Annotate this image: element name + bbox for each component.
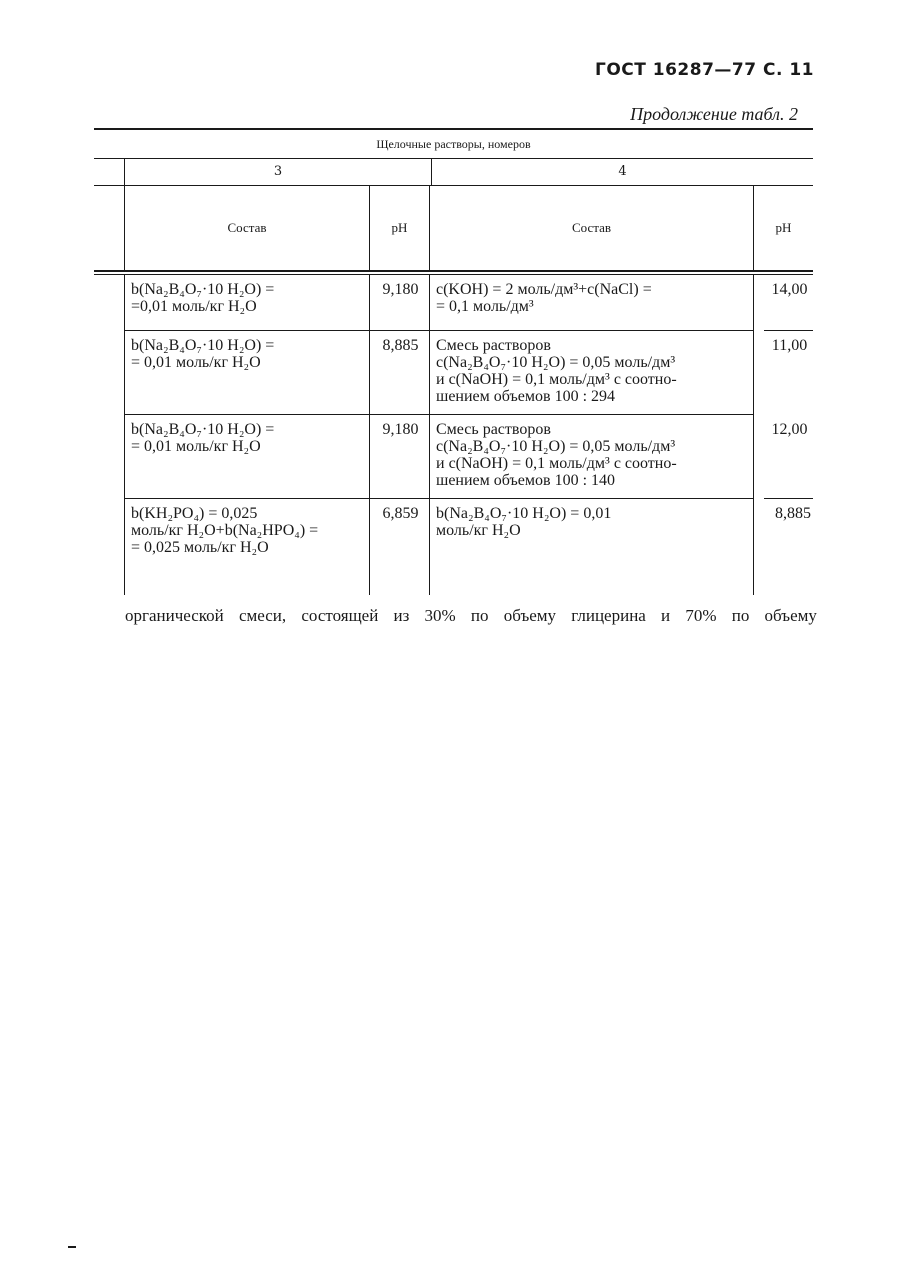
header-sostav-4: Состав [430, 186, 754, 270]
cell-line: c(Na₂B₄O₇·10 H₂O) = 0,05 моль/дм³ [436, 354, 676, 371]
table-caption: Продолжение табл. 2 [630, 104, 798, 124]
cell-line: c(Na₂B₄O₇·10 H₂O) = 0,05 моль/дм³ [436, 438, 676, 455]
column-number-3: 3 [124, 159, 432, 185]
cell-ph-3: 8,885 [370, 331, 430, 415]
body-text-word: по [731, 606, 750, 625]
cell-line: b(Na₂B₄O₇·10 H₂O) = [131, 337, 275, 354]
cell-line: моль/кг H₂O+b(Na₂HPO₄) = [131, 522, 319, 539]
body-text-word: по [470, 606, 489, 625]
cell-sostav-4 [430, 275, 754, 331]
table-row [94, 331, 813, 415]
body-text-word: объему [503, 606, 557, 625]
cell-line: и c(NaOH) = 0,1 моль/дм³ с соотно- [436, 371, 677, 388]
cell-line: b(Na₂B₄O₇·10 H₂O) = 0,01 [436, 505, 612, 522]
body-text-word: 30% [424, 606, 456, 625]
table-row [94, 275, 813, 331]
cell-line: Смесь растворов [436, 421, 551, 438]
cell-ph-4: 11,00 [771, 337, 808, 354]
cell-line: шением объемов 100 : 140 [436, 472, 616, 489]
cell-line: = 0,01 моль/кг H₂O [131, 354, 261, 371]
body-text-word: смеси, [238, 606, 287, 625]
body-text-word: и [661, 606, 671, 625]
cell-line: Смесь растворов [436, 337, 551, 354]
page-edge-mark [68, 1246, 76, 1248]
table-group-title: Щелочные растворы, номеров [376, 137, 531, 151]
column-number-row [94, 159, 813, 185]
header-ph-3: pH [370, 186, 430, 270]
cell-line: = 0,025 моль/кг H₂O [131, 539, 269, 556]
cell-ph-3: 6,859 [370, 499, 430, 595]
cell-sostav-3 [124, 415, 370, 499]
cell-line: = 0,01 моль/кг H₂O [131, 438, 261, 455]
body-text-word: состоящей [301, 606, 379, 625]
cell-line: и c(NaOH) = 0,1 моль/дм³ с соотно- [436, 455, 677, 472]
cell-line: b(KH₂PO₄) = 0,025 [131, 505, 258, 522]
cell-sostav-4 [430, 415, 754, 499]
header-ph-4: pH [775, 220, 792, 235]
body-text-line [125, 606, 817, 626]
cell-sostav-4 [430, 499, 754, 595]
cell-ph-4: 12,00 [764, 415, 813, 499]
header-sostav-3: Состав [124, 186, 370, 270]
cell-line: = 0,1 моль/дм³ [436, 298, 534, 315]
column-number-4: 4 [618, 164, 627, 179]
cell-line: моль/кг H₂O [436, 522, 521, 539]
cell-line: шением объемов 100 : 294 [436, 388, 616, 405]
body-text-word: органической [125, 606, 224, 625]
page-header-standard-ref: ГОСТ 16287—77 С. 11 [594, 60, 814, 80]
cell-ph-3: 9,180 [370, 275, 430, 331]
buffer-table [94, 128, 813, 595]
body-text-word: объему [764, 606, 817, 625]
cell-line: b(Na₂B₄O₇·10 H₂O) = [131, 281, 275, 298]
cell-line: c(KOH) = 2 моль/дм³+c(NaCl) = [436, 281, 652, 298]
cell-ph-4: 8,885 [775, 505, 811, 522]
cell-line: =0,01 моль/кг H₂O [131, 298, 257, 315]
cell-sostav-3 [124, 331, 370, 415]
cell-line: b(Na₂B₄O₇·10 H₂O) = [131, 421, 275, 438]
column-header-row [94, 186, 813, 270]
cell-ph-4: 14,00 [764, 275, 813, 331]
table-body [94, 275, 813, 595]
body-text-word: из [393, 606, 410, 625]
cell-sostav-3 [124, 275, 370, 331]
cell-sostav-4 [430, 331, 754, 415]
cell-sostav-3 [124, 499, 370, 595]
body-text-word: глицерина [571, 606, 646, 625]
cell-ph-3: 9,180 [370, 415, 430, 499]
table-row [94, 499, 813, 595]
body-text-word: 70% [685, 606, 717, 625]
table-row [94, 415, 813, 499]
